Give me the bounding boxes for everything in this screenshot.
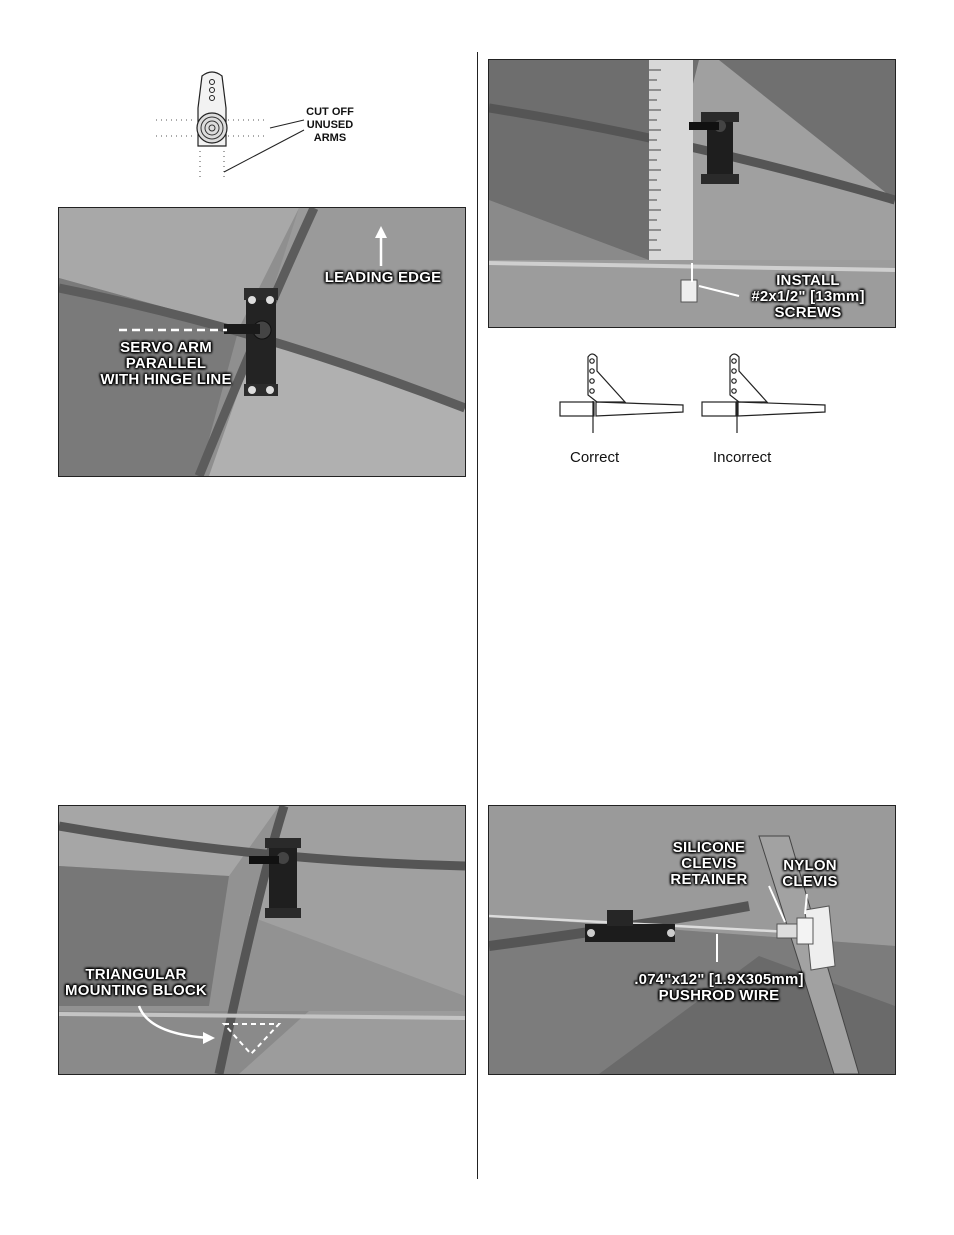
silicone-clevis-retainer-label: SILICONE CLEVIS RETAINER — [670, 839, 748, 889]
column-divider — [477, 52, 478, 1179]
photo-3-image — [59, 806, 465, 1074]
photo-install-screws — [488, 59, 896, 328]
photo-pushrod-clevis — [488, 805, 896, 1075]
correct-horn — [560, 354, 683, 433]
cut-off-unused-arms-label: CUT OFF UNUSED ARMS — [306, 106, 354, 145]
install-screws-label: INSTALL #2x1/2" [13mm] SCREWS — [751, 272, 865, 322]
incorrect-caption: Incorrect — [713, 449, 772, 466]
leading-edge-label: LEADING EDGE — [324, 269, 442, 286]
control-horn-diagram — [555, 345, 835, 470]
pushrod-wire-label: .074"x12" [1.9X305mm] PUSHROD WIRE — [634, 971, 804, 1005]
triangular-mounting-block-label: TRIANGULAR MOUNTING BLOCK — [65, 966, 207, 1000]
incorrect-horn — [702, 354, 825, 433]
photo-triangular-mounting-block — [58, 805, 466, 1075]
correct-caption: Correct — [570, 449, 620, 466]
horn-diagram-illustration — [555, 345, 835, 435]
nylon-clevis-label: NYLON CLEVIS — [782, 857, 838, 891]
servo-arm-parallel-label: SERVO ARM PARALLEL WITH HINGE LINE — [100, 339, 232, 389]
photo-servo-arm-parallel — [58, 207, 466, 477]
servo-arm-drawing — [150, 68, 370, 183]
